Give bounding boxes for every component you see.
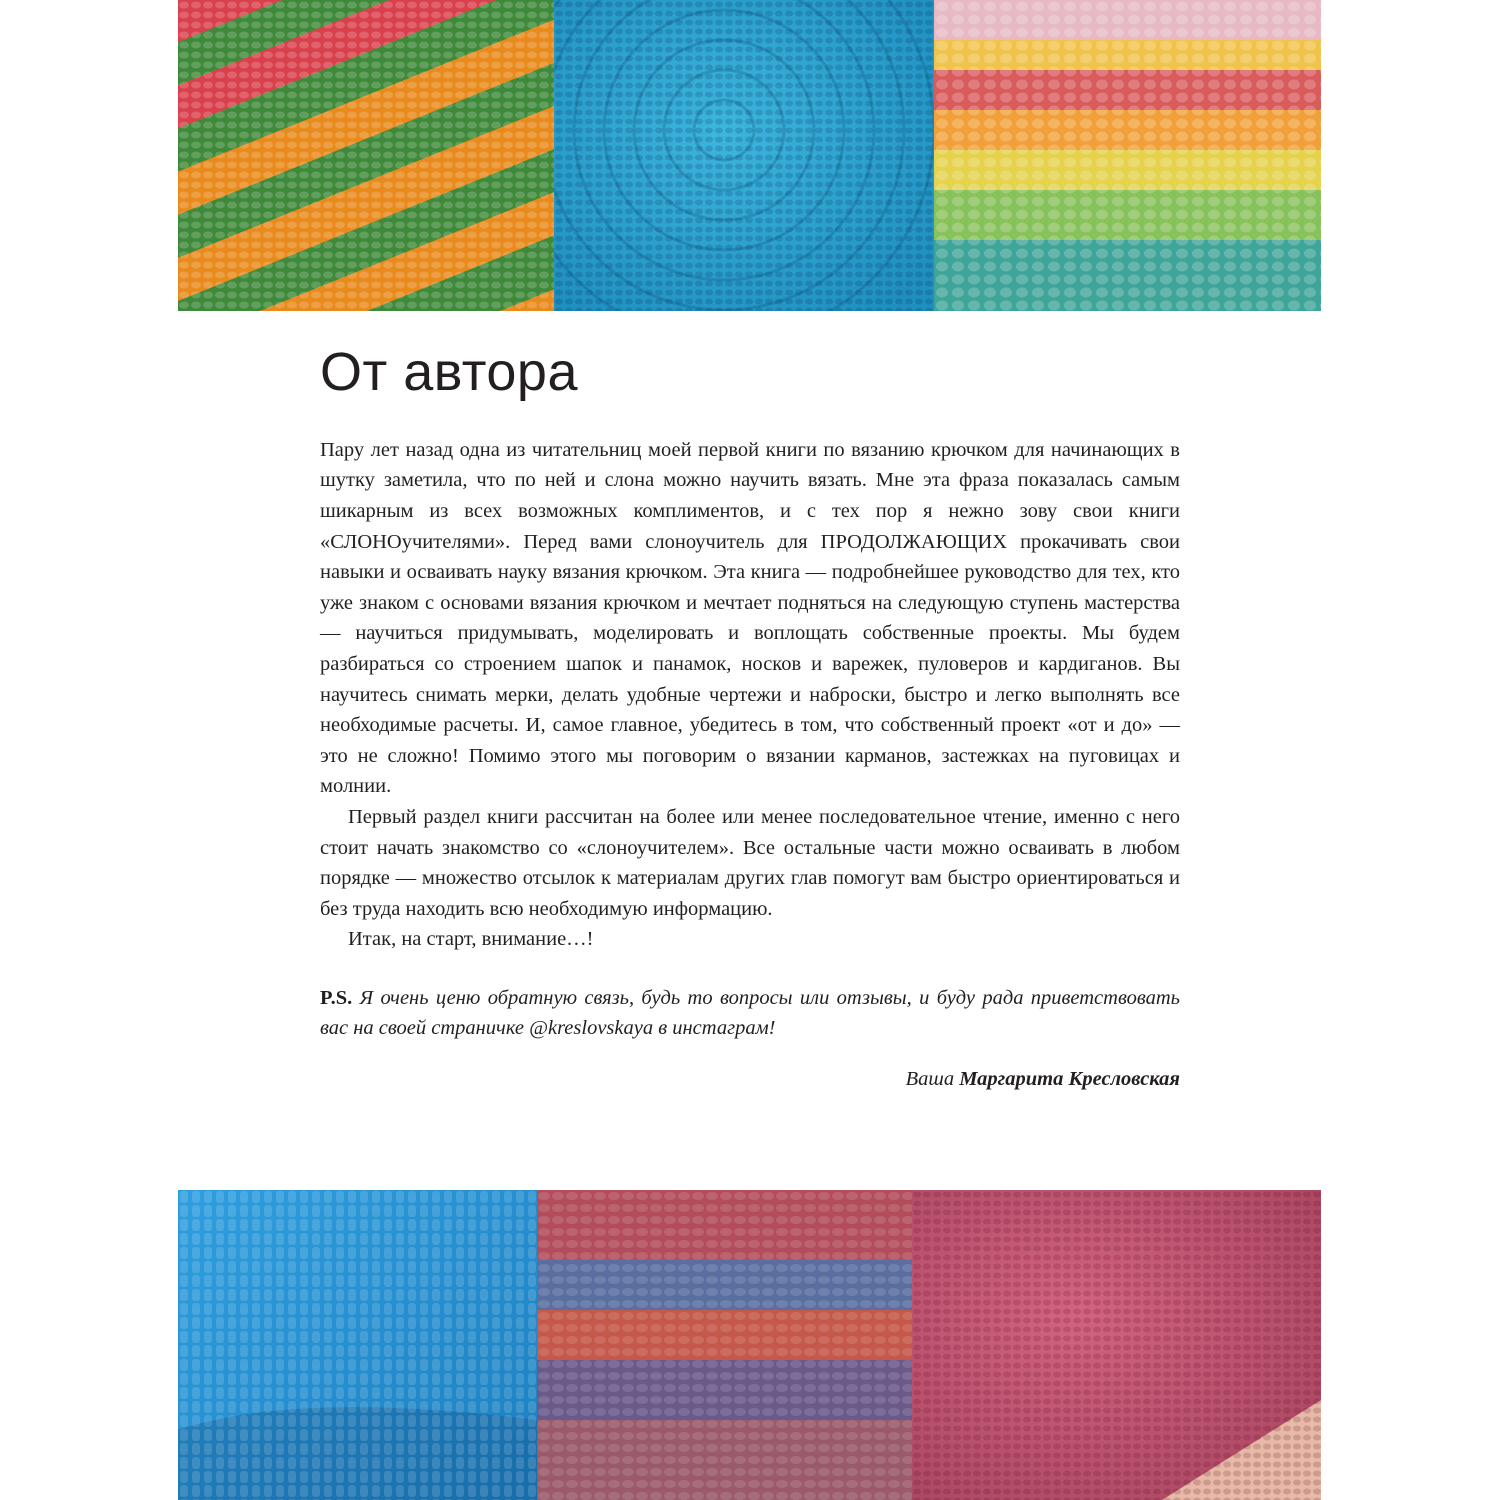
author-foreword xyxy=(320,340,1180,1091)
striped-knit-photo xyxy=(178,0,554,311)
pink-knit-photo xyxy=(912,1190,1321,1500)
signature-prefix: Ваша xyxy=(905,1068,960,1091)
paragraph-2: Первый раздел книги рассчитан на более или менее последовательное чтение, именно с него стоит начать знакомство со «слоноучителем». Все остальные части можно осваивать в любом порядке — множество отсылок к материалам других глав помогут вам быстро ориентироваться и без труда находить всю необходимую информацию. xyxy=(320,805,1180,920)
top-photo-strip xyxy=(178,0,1321,311)
ps-text: Я очень ценю обратную связь, будь то вопросы или отзывы, и буду рада приветствовать вас на своей страничке @kreslovskaya в инстаграм! xyxy=(320,986,1180,1040)
signature-name: Маргарита Кресловская xyxy=(959,1068,1180,1091)
postscript xyxy=(320,983,1180,1044)
ps-mark: P.S. xyxy=(320,986,353,1009)
bottom-photo-strip xyxy=(178,1190,1321,1500)
multicolor-knit-photo xyxy=(934,0,1321,311)
page-title: От автора xyxy=(320,342,578,402)
blue-knit-photo xyxy=(178,1190,537,1500)
mixed-yarn-knit-photo xyxy=(537,1190,912,1500)
paragraph-1: Пару лет назад одна из читательниц моей первой книги по вязанию крючком для начинающих в шутку заметила, что по ней и слона можно научить вязать. Мне эта фраза показалась самым шикарным из всех возможных комплиментов, и с тех пор я нежно зову свои книги «СЛОНОучителями». Перед вами слоноучитель для ПРОДОЛЖАЮЩИХ прокачивать свои навыки и осваивать науку вязания крючком. Эта книга — подробнейшее руководство для тех, кто уже знаком с основами вязания крючком и мечтает подняться на следующую ступень мастерства — научиться придумывать, моделировать и воплощать собственные проекты. Мы будем разбираться со строением шапок и панамок, носков и варежек, пуловеров и кардиганов. Вы научитесь снимать мерки, делать удобные чертежи и наброски, быстро и легко выполнять все необходимые расчеты. И, самое главное, убедитесь в том, что собственный проект «от и до» — это не сложно! Помимо этого мы поговорим о вязании карманов, застежках на пуговицах и молнии. xyxy=(320,438,1180,798)
blue-spiral-knit-photo xyxy=(554,0,934,311)
paragraph-3: Итак, на старт, внимание…! xyxy=(348,928,594,951)
signature xyxy=(320,1068,1180,1091)
